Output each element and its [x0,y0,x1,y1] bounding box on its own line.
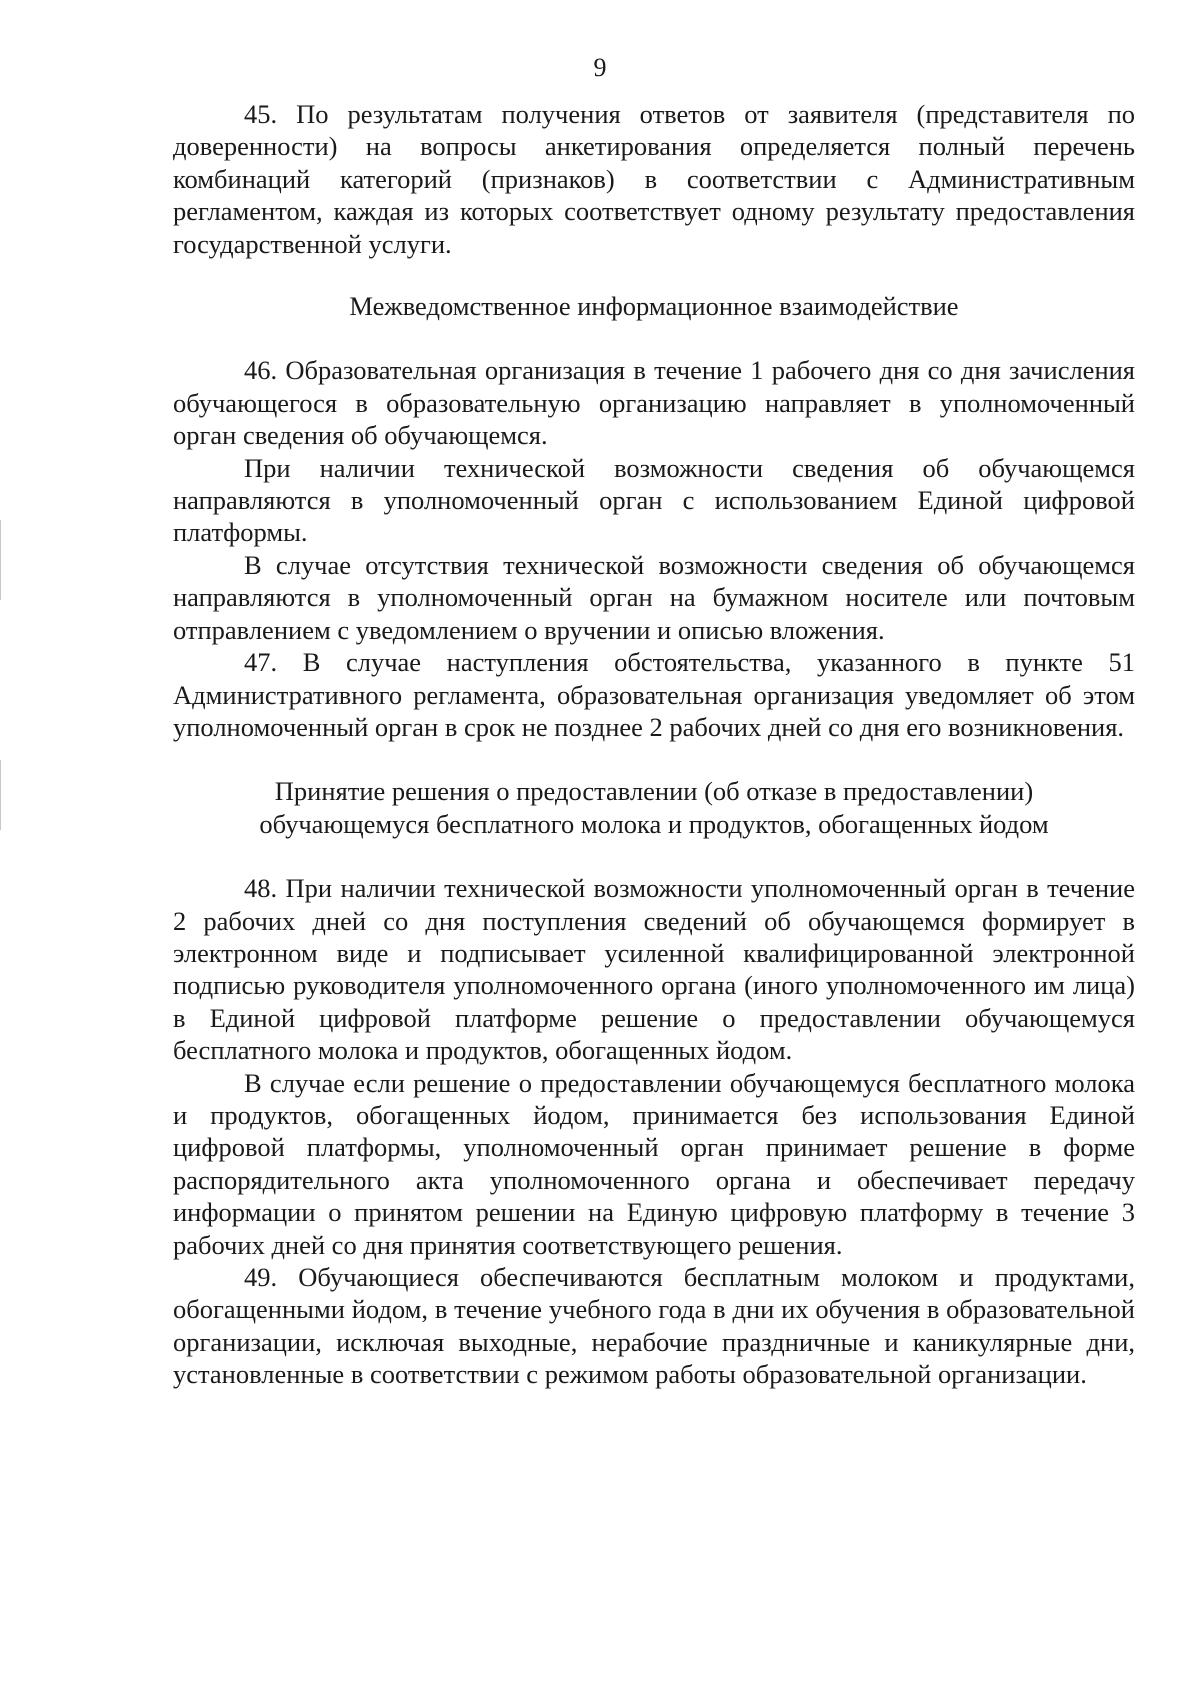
section-heading-decision [173,775,1135,840]
scan-edge-mark-upper [0,520,1,600]
section-heading-decision-line-2: обучающемуся бесплатного молока и продуктов, обогащенных йодом [259,808,1049,839]
paragraph-46: 46. Образовательная организация в течение 1 рабочего дня со дня зачисления обучающегося в образовательную организацию направляет в уполномоченный орган сведения об обучающемся. [173,355,1135,451]
scan-edge-mark-lower [0,760,1,830]
page-number: 9 [593,53,607,82]
paragraph-47: 47. В случае наступления обстоятельства, указанного в пункте 51 Административного регламента, образовательная организация уведомляет об этом уполномоченный орган в срок не позднее 2 рабочих дней со дня его возникновения. [173,647,1135,742]
paragraph-46-paper: В случае отсутствия технической возможности сведения об обучающемся направляются в уполномоченный орган на бумажном носителе или почтовым отправлением с уведомлением о вручении и описью вложения. [173,549,1135,645]
section-heading-interagency: Межведомственное информационное взаимодействие [349,291,959,322]
paragraph-46-technical: При наличии технической возможности сведения об обучающемся направляются в уполномоченный орган с использованием Единой цифровой платформы. [173,452,1135,548]
document-body [173,98,1135,1391]
section-heading-decision-line-1: Принятие решения о предоставлении (об отказе в предоставлении) [274,776,1034,807]
paragraph-48-no-platform: В случае если решение о предоставлении обучающемуся бесплатного молока и продуктов, обогащенных йодом, принимается без использования Единой цифровой платформы, уполномоченный орган принимает решение в форме распорядительного акта уполномоченного органа и обеспечивает передачу информации о принятом решении на Единую цифровую платформу в течение 3 рабочих дней со дня принятия соответствующего решения. [173,1067,1135,1260]
paragraph-45: 45. По результатам получения ответов от заявителя (представителя по доверенности) на вопросы анкетирования определяется полный перечень комбинаций категорий (признаков) в соответствии с Административным регламентом, каждая из которых соответствует одному результату предоставления государственной услуги. [173,99,1135,259]
paragraph-49: 49. Обучающиеся обеспечиваются бесплатным молоком и продуктами, обогащенными йодом, в течение учебного года в дни их обучения в образовательной организации, исключая выходные, нерабочие праздничные и каникулярные дни, установленные в соответствии с режимом работы образовательной организации. [173,1262,1135,1390]
paragraph-48: 48. При наличии технической возможности уполномоченный орган в течение 2 рабочих дней со дня поступления сведений об обучающемся формирует в электронном виде и подписывает усиленной квалифицированной электронной подписью руководителя уполномоченного органа (иного уполномоченного им лица) в Единой цифровой платформе решение о предоставлении обучающемуся бесплатного молока и продуктов, обогащенных йодом. [173,873,1135,1066]
